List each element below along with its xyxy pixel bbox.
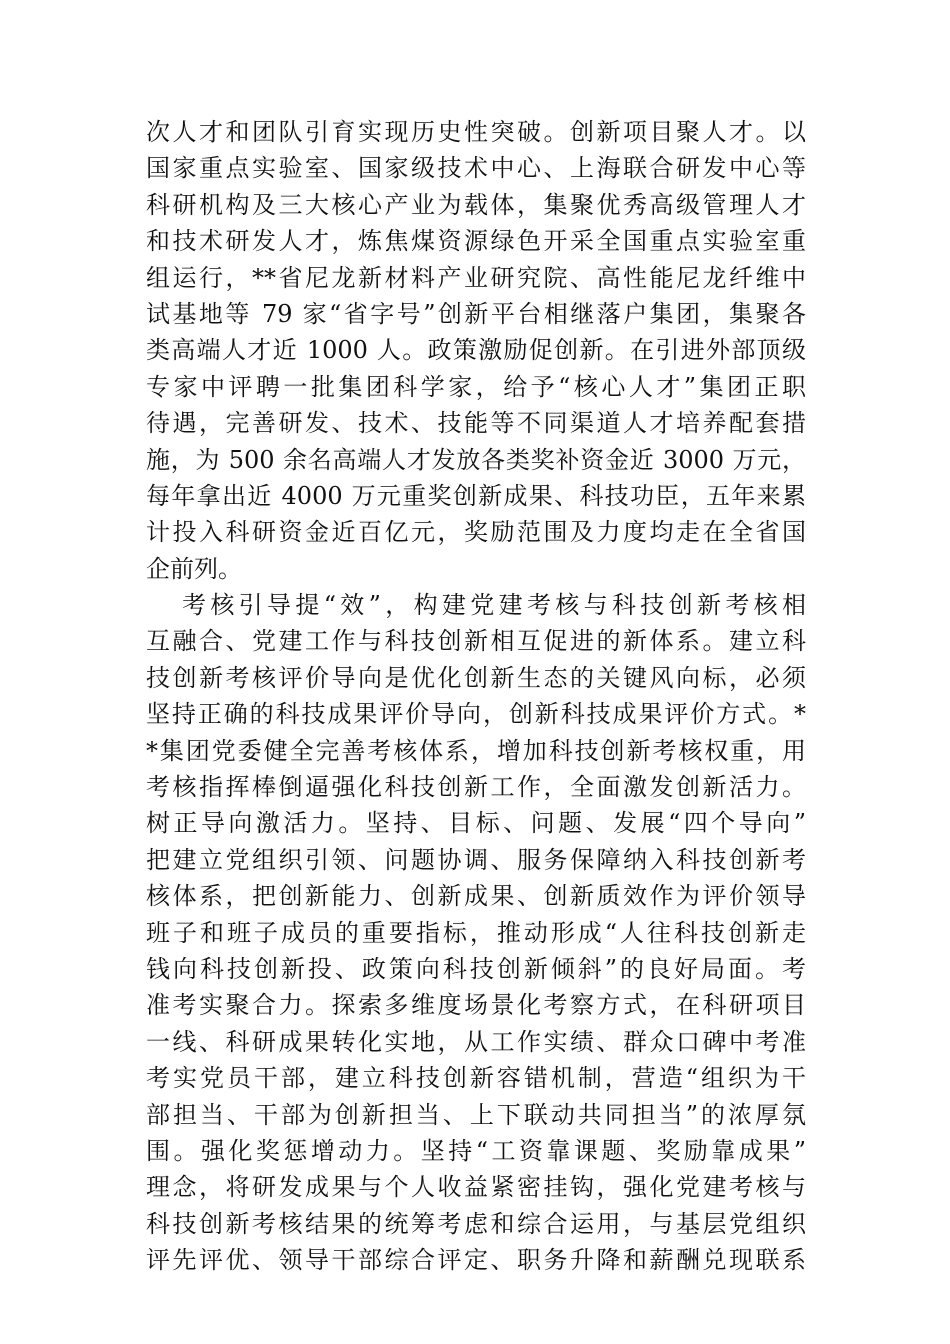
text-line: 一线、科研成果转化实地，从工作实绩、群众口碑中考准 (146, 1027, 806, 1056)
text-line: 坚持正确的科技成果评价导向，创新科技成果评价方式。* (146, 700, 806, 729)
text-line: 班子和班子成员的重要指标，推动形成“人往科技创新走 (146, 918, 806, 947)
text-line: 部担当、干部为创新担当、上下联动共同担当”的浓厚氛 (146, 1100, 806, 1129)
text-line: 组运行，**省尼龙新材料产业研究院、高性能尼龙纤维中 (146, 263, 806, 292)
text-line: 评先评优、领导干部综合评定、职务升降和薪酬兑现联系 (146, 1246, 806, 1275)
text-line: 考实党员干部，建立科技创新容错机制，营造“组织为干 (146, 1064, 806, 1093)
text-line: 理念，将研发成果与个人收益紧密挂钩，强化党建考核与 (146, 1173, 806, 1202)
text-line: 把建立党组织引领、问题协调、服务保障纳入科技创新考 (146, 845, 806, 874)
text-line: 考核引导提“效”，构建党建考核与科技创新考核相 (182, 591, 806, 620)
text-line: 准考实聚合力。探索多维度场景化考察方式，在科研项目 (146, 991, 806, 1020)
text-line: *集团党委健全完善考核体系，增加科技创新考核权重，用 (146, 736, 806, 765)
text-line: 待遇，完善研发、技术、技能等不同渠道人才培养配套措 (146, 409, 806, 438)
paragraph-1 (146, 114, 806, 587)
text-line: 科研机构及三大核心产业为载体，集聚优秀高级管理人才 (146, 190, 806, 219)
text-line: 科技创新考核结果的统筹考虑和综合运用，与基层党组织 (146, 1209, 806, 1238)
text-line: 技创新考核评价导向是优化创新生态的关键风向标，必须 (146, 663, 806, 692)
text-line: 类高端人才近 1000 人。政策激励促创新。在引进外部顶级 (146, 336, 806, 365)
text-line: 试基地等 79 家“省字号”创新平台相继落户集团，集聚各 (146, 299, 806, 328)
text-line: 核体系，把创新能力、创新成果、创新质效作为评价领导 (146, 882, 806, 911)
document-body (146, 114, 806, 1279)
text-line: 次人才和团队引育实现历史性突破。创新项目聚人才。以 (146, 118, 806, 146)
text-line: 企前列。 (146, 554, 242, 583)
text-line: 专家中评聘一批集团科学家，给予“核心人才”集团正职 (146, 372, 806, 401)
text-line: 每年拿出近 4000 万元重奖创新成果、科技功臣，五年来累 (146, 481, 806, 510)
text-line: 施，为 500 余名高端人才发放各类奖补资金近 3000 万元， (146, 445, 806, 474)
paragraph-2 (146, 587, 806, 1278)
text-line: 考核指挥棒倒逼强化科技创新工作，全面激发创新活力。 (146, 773, 806, 802)
text-line: 计投入科研资金近百亿元，奖励范围及力度均走在全省国 (146, 518, 806, 547)
text-line: 树正导向激活力。坚持、目标、问题、发展“四个导向” (146, 809, 806, 838)
text-line: 国家重点实验室、国家级技术中心、上海联合研发中心等 (146, 154, 806, 183)
text-line: 钱向科技创新投、政策向科技创新倾斜”的良好局面。考 (146, 954, 806, 983)
text-line: 互融合、党建工作与科技创新相互促进的新体系。建立科 (146, 627, 806, 656)
text-line: 围。强化奖惩增动力。坚持“工资靠课题、奖励靠成果” (146, 1136, 806, 1165)
text-line: 和技术研发人才，炼焦煤资源绿色开采全国重点实验室重 (146, 227, 806, 256)
